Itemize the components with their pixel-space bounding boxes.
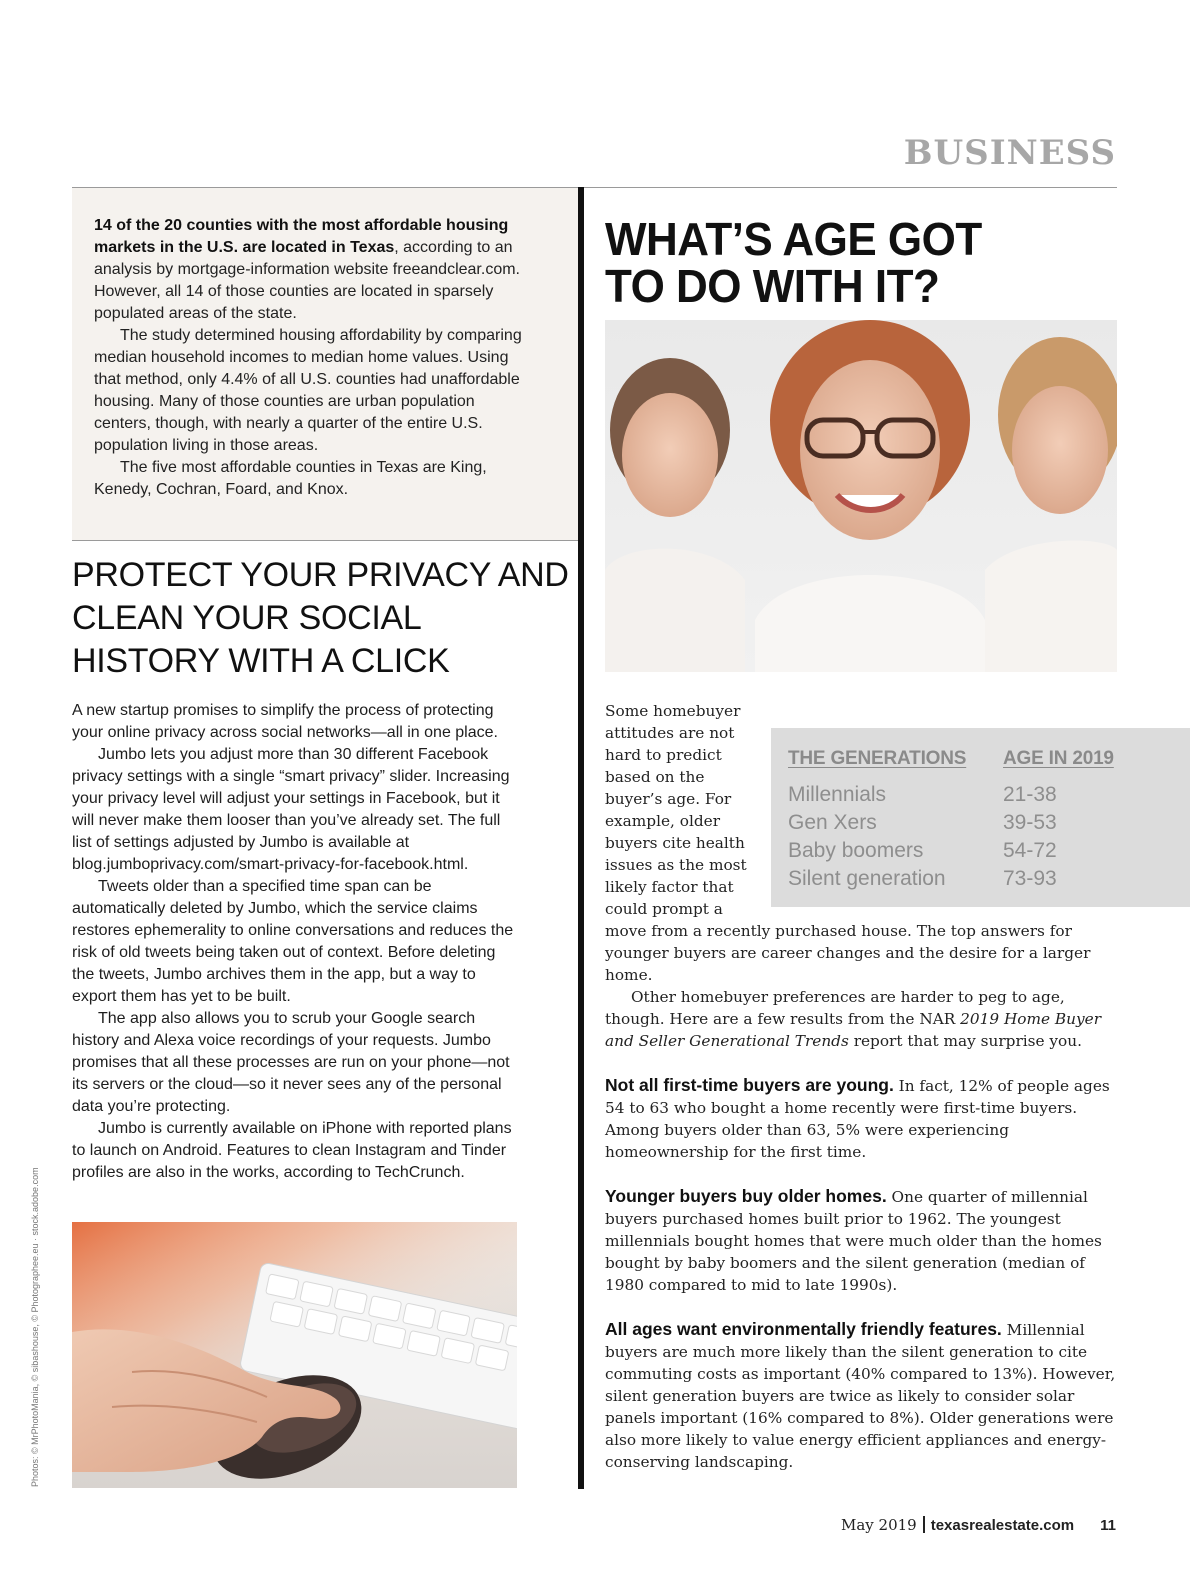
- age-header: AGE IN 2019: [1003, 748, 1114, 769]
- footer-site: texasrealestate.com: [930, 1517, 1075, 1534]
- section-lead: Not all first-time buyers are young.: [605, 1075, 894, 1095]
- p2-before: Other homebuyer preferences are harder to peg to age, though. Here are a few results from the NAR: [605, 988, 1065, 1028]
- p2-after: report that may surprise you.: [848, 1032, 1082, 1050]
- age-section: [605, 1318, 1117, 1473]
- age-section: [605, 1074, 1117, 1163]
- privacy-paragraph: The app also allows you to scrub your Google search history and Alexa voice recordings of your requests. Jumbo promises that all these processes are run on your phone—not its servers or the cloud—so it never sees any of the personal data you’re protecting.: [72, 1010, 510, 1115]
- affordable-housing-text: [94, 215, 534, 501]
- privacy-paragraph: Jumbo lets you adjust more than 30 different Facebook privacy settings with a single “smart privacy” slider. Increasing your privacy level will adjust your settings in Facebook, but it will never make them looser than you’ve already set. The full list of settings adjusted by Jumbo is available at blog.jumboprivacy.com/smart-privacy-for-facebook.html.: [72, 746, 510, 873]
- page-footer: [841, 1516, 1116, 1534]
- generation-name: Baby boomers: [788, 839, 924, 862]
- hand-on-mouse-photo: [72, 1222, 517, 1488]
- section-lead: Younger buyers buy older homes.: [605, 1186, 887, 1206]
- section-text: One quarter of millennial buyers purchased homes built prior to 1962. The youngest millennials bought homes that were much older than the homes bought by baby boomers and the silent generation (median of 1980 compared to mid to late 1990s).: [605, 1188, 1102, 1294]
- sidebar-lead-rest: , according to an analysis by mortgage-information website freeandclear.com. However, all 14 of those counties are located in sparsely populated areas of the state.: [94, 239, 520, 322]
- age-headline: [605, 213, 1105, 313]
- photo-credit: Photos: © MrPhotoMania, © sibashouse, © Photographee.eu · stock.adobe.com: [30, 1167, 40, 1487]
- generations-header: THE GENERATIONS: [788, 748, 967, 769]
- privacy-paragraph: A new startup promises to simplify the process of protecting your online privacy across social networks—all in one place.: [72, 702, 498, 741]
- privacy-paragraph: Jumbo is currently available on iPhone with reported plans to launch on Android. Features to clean Instagram and Tinder profiles are also in the works, according to TechCrunch.: [72, 1120, 512, 1181]
- footer-separator: [923, 1516, 925, 1533]
- page-number: 11: [1100, 1517, 1116, 1534]
- generation-age: 39-53: [1003, 811, 1057, 834]
- generations-table: [771, 728, 1190, 907]
- generation-age: 73-93: [1003, 867, 1057, 890]
- privacy-headline: PROTECT YOUR PRIVACY AND CLEAN YOUR SOCIAL HISTORY WITH A CLICK: [72, 556, 569, 680]
- sidebar-paragraph: The study determined housing affordability by comparing median household incomes to median home values. Using that method, only 4.4% of all U.S. counties had unaffordable housing. Many of those counties are urban population centers, though, with nearly a quarter of the entire U.S. population living in those areas.: [94, 327, 522, 454]
- generation-name: Silent generation: [788, 867, 946, 890]
- section-text: Millennial buyers are much more likely than the silent generation to cite commuting costs as important (40% compared to 13%). However, silent generation buyers are twice as likely to consider solar panels important (16% compared to 8%). Older generations were also more likely to value energy efficient appliances and energy-conserving landscaping.: [605, 1321, 1116, 1471]
- report-title: 2019 Home Buyer and Seller Generational Trends: [605, 1010, 1102, 1050]
- age-section: [605, 1185, 1117, 1296]
- section-text: In fact, 12% of people ages 54 to 63 who bought a home recently were first-time buyers. Among buyers older than 63, 5% were experiencing homeownership for the first time.: [605, 1077, 1110, 1161]
- three-women-photo: [605, 320, 1117, 672]
- column-divider: [578, 187, 584, 1489]
- generation-name: Gen Xers: [788, 811, 877, 834]
- section-lead: All ages want environmentally friendly features.: [605, 1319, 1002, 1339]
- age-headline-line: TO DO WITH IT?: [605, 261, 940, 313]
- sidebar-lead: 14 of the 20 counties with the most affordable housing markets in the U.S. are located in Texas: [94, 217, 509, 256]
- age-headline-line: WHAT’S AGE GOT: [605, 213, 982, 266]
- privacy-body: [72, 700, 522, 1184]
- sidebar-paragraph: The five most affordable counties in Texas are King, Kenedy, Cochran, Foard, and Knox.: [94, 459, 487, 498]
- generation-name: Millennials: [788, 783, 887, 806]
- age-paragraph: [605, 986, 1117, 1052]
- age-paragraph: Some homebuyer attitudes are not hard to predict based on the buyer’s age. For example, older buyers cite health issues as the most likely factor that could prompt a move from a recently purchased house. The top answers for younger buyers are career changes and the desire for a larger home.: [605, 702, 1091, 984]
- privacy-paragraph: Tweets older than a specified time span can be automatically deleted by Jumbo, which the service claims restores ephemerality to online conversations and reduces the risk of old tweets being taken out of context. Before deleting the tweets, Jumbo archives them in the app, but a way to export them has yet to be built.: [72, 878, 514, 1005]
- generation-age: 54-72: [1003, 839, 1057, 862]
- hand-on-mouse-illustration: [72, 1222, 517, 1488]
- footer-date: May 2019: [840, 1516, 917, 1534]
- section-label: BUSINESS: [903, 133, 1116, 173]
- generation-age: 21-38: [1003, 783, 1057, 806]
- three-women-illustration: [605, 320, 1117, 672]
